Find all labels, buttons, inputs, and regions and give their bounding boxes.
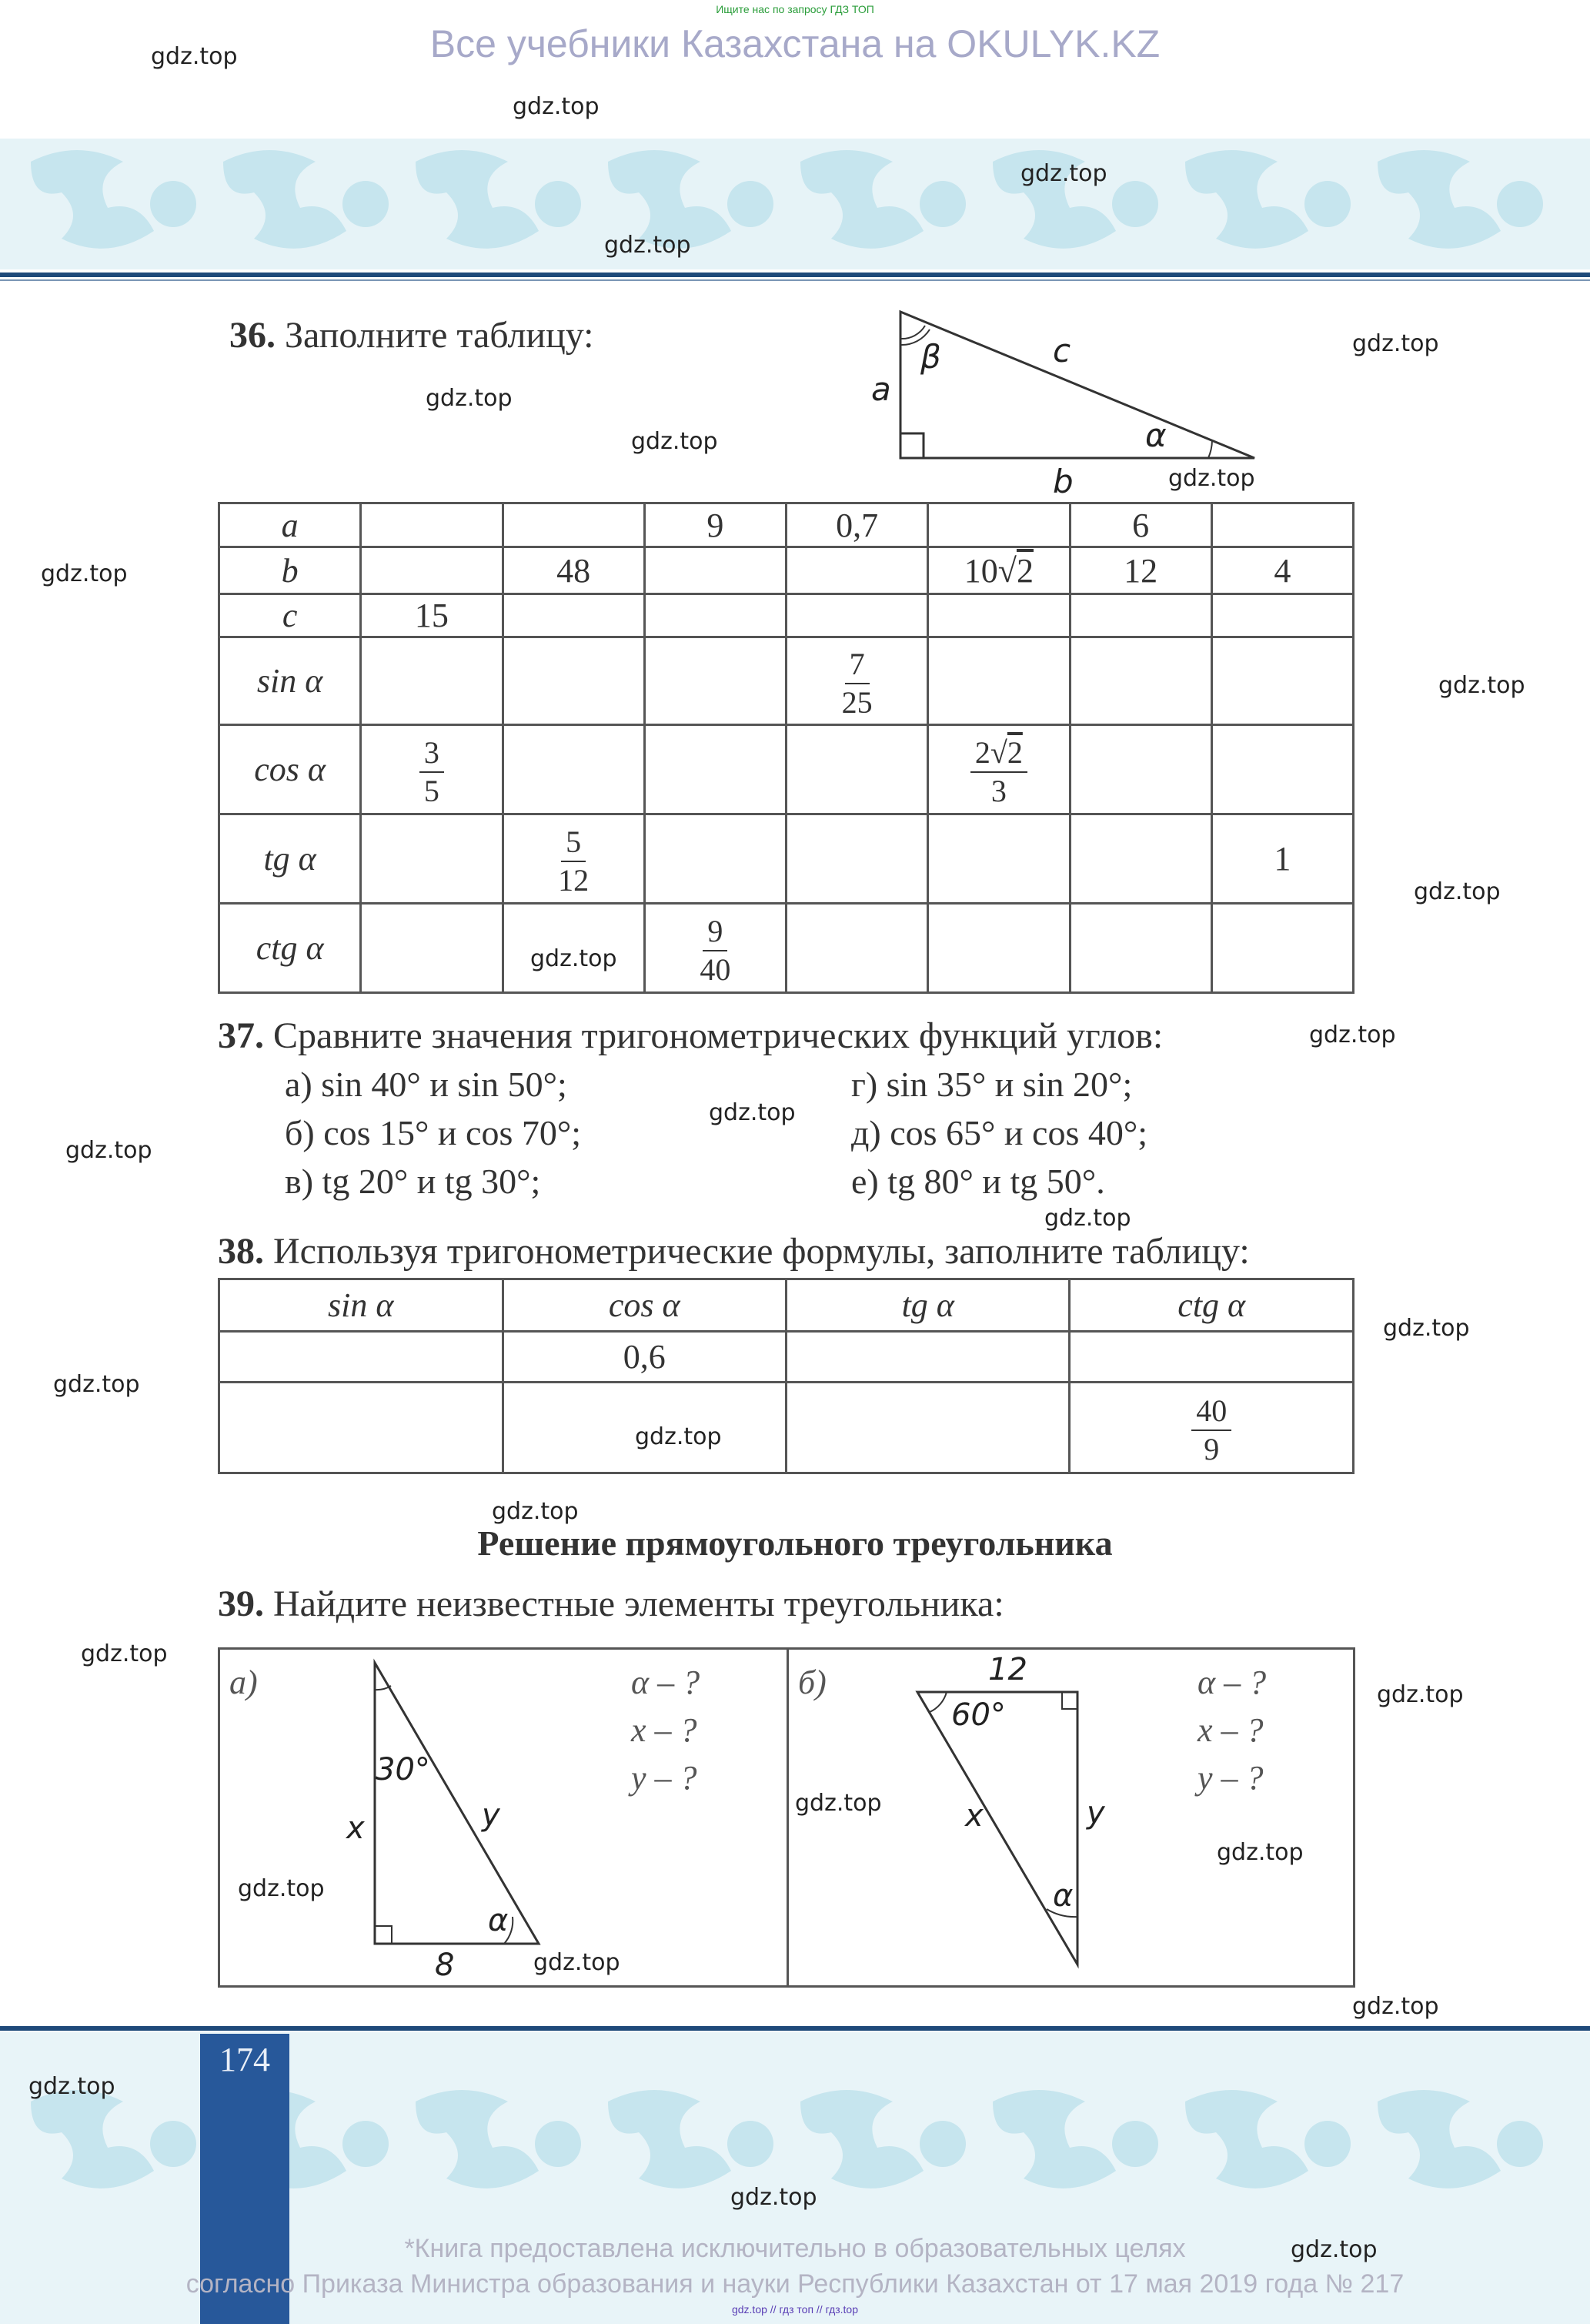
column-header: cos α (503, 1279, 787, 1332)
table-cell (1211, 725, 1353, 814)
watermark[interactable]: gdz.top (513, 93, 600, 120)
task39b-top: 12 (988, 1652, 1027, 1687)
watermark[interactable]: gdz.top (1217, 1839, 1304, 1866)
table-cell (1211, 503, 1353, 547)
table-cell (361, 637, 503, 725)
watermark[interactable]: gdz.top (1352, 330, 1439, 357)
table-cell (787, 904, 928, 993)
table-cell (644, 547, 786, 594)
watermark[interactable]: gdz.top (1352, 1993, 1439, 2020)
task39a-angle: 30° (376, 1752, 430, 1787)
denominator: 25 (841, 685, 873, 720)
task39b-angle: 60° (951, 1697, 1006, 1733)
task37-number: 37. (218, 1015, 264, 1056)
watermark[interactable]: gdz.top (1377, 1681, 1464, 1708)
table-cell (928, 725, 1070, 814)
watermark[interactable]: gdz.top (709, 1099, 796, 1126)
task36-heading (229, 314, 594, 356)
table-cell (928, 814, 1070, 904)
table-cell: 9 (644, 503, 786, 547)
table-cell (361, 503, 503, 547)
task36-table (218, 502, 1355, 994)
fraction (842, 649, 873, 718)
task37-heading (218, 1015, 1163, 1057)
header-rule (0, 273, 1590, 277)
table-cell (644, 637, 786, 725)
denominator: 5 (423, 774, 439, 808)
watermark[interactable]: gdz.top (492, 1498, 579, 1525)
footer-bottom-note: gdz.top // гдз топ // гдз.top (731, 2303, 859, 2316)
table-cell (928, 637, 1070, 725)
task39a-leg: 8 (435, 1948, 455, 1983)
fig36-beta: β (920, 338, 941, 376)
table-cell: 12 (1070, 547, 1211, 594)
fraction (1191, 1393, 1231, 1466)
watermark[interactable]: gdz.top (65, 1137, 152, 1164)
task37-item-b: б) cos 15° и cos 70°; (285, 1113, 582, 1152)
watermark[interactable]: gdz.top (1291, 2236, 1378, 2263)
table-cell: 1 (1211, 814, 1353, 904)
row-header: tg α (219, 814, 361, 904)
numerator: 7 (845, 649, 870, 684)
table-cell (787, 637, 928, 725)
watermark[interactable]: gdz.top (530, 945, 617, 972)
table-cell (928, 594, 1070, 637)
column-header: tg α (787, 1279, 1070, 1332)
table-cell (219, 1383, 503, 1473)
site-banner[interactable]: Все учебники Казахстана на OKULYK.KZ (429, 22, 1161, 65)
table-cell (1211, 904, 1353, 993)
task39a-label: а) (229, 1664, 258, 1701)
row-header: b (219, 547, 361, 594)
table-row (219, 503, 1354, 547)
table-cell (644, 594, 786, 637)
column-header: sin α (219, 1279, 503, 1332)
table-cell (503, 594, 644, 637)
fig36-a: a (871, 370, 891, 408)
task39b-y: y (1087, 1795, 1105, 1831)
task37-item-d: д) cos 65° и cos 40°; (851, 1113, 1148, 1152)
numerator: 3 (419, 737, 444, 773)
table-cell (787, 814, 928, 904)
table-cell (361, 547, 503, 594)
section-title: Решение прямоугольного треугольника (477, 1523, 1113, 1563)
task39-heading (218, 1583, 1004, 1625)
watermark[interactable]: gdz.top (1438, 672, 1525, 699)
top-note: Ищите нас по запросу ГДЗ ТОП (716, 3, 874, 15)
table-cell (787, 547, 928, 594)
table-cell (787, 1383, 1070, 1473)
table-cell (644, 904, 786, 993)
table-cell (503, 503, 644, 547)
watermark[interactable]: gdz.top (1309, 1022, 1396, 1048)
column-header: ctg α (1070, 1279, 1354, 1332)
denominator: 3 (990, 774, 1007, 808)
fraction (970, 737, 1027, 807)
table-row (219, 725, 1354, 814)
table-cell (644, 814, 786, 904)
table-cell (928, 547, 1070, 594)
task39-number: 39. (218, 1583, 264, 1624)
task36-text: Заполните таблицу: (285, 315, 594, 356)
task39a-q3: y – ? (631, 1759, 697, 1797)
watermark[interactable]: gdz.top (1044, 1205, 1131, 1232)
watermark[interactable]: gdz.top (533, 1949, 620, 1976)
table-cell (361, 814, 503, 904)
row-header: ctg α (219, 904, 361, 993)
table-cell (1070, 637, 1211, 725)
fig36-alpha: α (1145, 416, 1167, 454)
task39b-q3: y – ? (1198, 1759, 1264, 1797)
row-header: c (219, 594, 361, 637)
table-cell (361, 904, 503, 993)
table-row (219, 1332, 1354, 1383)
ornament-pattern-top (0, 139, 1590, 269)
watermark[interactable]: gdz.top (238, 1875, 325, 1902)
table-cell: 4 (1211, 547, 1353, 594)
task39a-triangle (339, 1655, 570, 1978)
watermark[interactable]: gdz.top (1020, 160, 1107, 187)
task39b-x: x (965, 1798, 984, 1834)
table-cell (1211, 594, 1353, 637)
table-cell (1211, 637, 1353, 725)
table-row (219, 547, 1354, 594)
task39a-q1: α – ? (631, 1664, 700, 1701)
task37-item-a: а) sin 40° и sin 50°; (285, 1065, 567, 1104)
footer-disclaimer-1: *Книга предоставлена исключительно в образовательных целях (404, 2234, 1186, 2263)
denominator: 9 (1204, 1432, 1220, 1466)
table-cell (361, 725, 503, 814)
watermark[interactable]: gdz.top (53, 1371, 140, 1398)
task39b-alpha: α (1053, 1878, 1074, 1914)
radicand: 2 (1007, 735, 1023, 770)
table-cell (503, 814, 644, 904)
task38-text: Используя тригонометрические формулы, заполните таблицу: (273, 1231, 1250, 1272)
table-row (219, 594, 1354, 637)
task37-item-v: в) tg 20° и tg 30°; (285, 1162, 541, 1201)
header-ornament-band (0, 139, 1590, 269)
table-row (219, 904, 1354, 993)
task37-item-e: е) tg 80° и tg 50°. (851, 1162, 1105, 1201)
task39b-q2: x – ? (1198, 1711, 1264, 1749)
table-cell: 15 (361, 594, 503, 637)
footer-rule (0, 2026, 1590, 2031)
table-cell: 6 (1070, 503, 1211, 547)
table-cell (503, 637, 644, 725)
table-cell (787, 1332, 1070, 1383)
radical-coef: 2 (974, 735, 990, 770)
task37-item-g: г) sin 35° и sin 20°; (851, 1065, 1133, 1104)
table-row (219, 814, 1354, 904)
table-cell (928, 503, 1070, 547)
watermark[interactable]: gdz.top (81, 1640, 168, 1667)
table-cell (1070, 904, 1211, 993)
table-cell (503, 725, 644, 814)
fraction (558, 824, 590, 898)
task39-divider (787, 1647, 789, 1988)
table-cell (644, 725, 786, 814)
row-header: sin α (219, 637, 361, 725)
numerator: 40 (1191, 1396, 1231, 1431)
task39a-alpha: α (488, 1903, 509, 1938)
table-cell (1070, 814, 1211, 904)
task37-text: Сравните значения тригонометрических функций углов: (273, 1015, 1164, 1056)
denominator: 12 (558, 863, 590, 898)
fraction (419, 737, 444, 807)
table-cell (787, 725, 928, 814)
fig36-c: c (1053, 332, 1071, 369)
footer-disclaimer-2: согласно Приказа Министра образования и науки Республики Казахстан от 17 мая 2019 года № 217 (185, 2269, 1405, 2299)
row-header: a (219, 503, 361, 547)
task39a-y: y (482, 1797, 500, 1833)
task38-table (218, 1278, 1355, 1474)
radicand: 2 (1016, 551, 1034, 590)
task39b-q1: α – ? (1198, 1664, 1267, 1701)
watermark[interactable]: gdz.top (426, 385, 513, 412)
task39a-q2: x – ? (631, 1711, 697, 1749)
task38-heading (218, 1230, 1250, 1272)
task39-text: Найдите неизвестные элементы треугольника: (273, 1583, 1004, 1624)
table-cell (1070, 725, 1211, 814)
denominator: 40 (700, 952, 731, 987)
watermark[interactable]: gdz.top (28, 2073, 115, 2100)
table-cell (787, 594, 928, 637)
table-cell (1070, 1383, 1354, 1473)
table-cell: 0,6 (503, 1332, 787, 1383)
watermark[interactable]: gdz.top (1168, 465, 1255, 492)
task38-number: 38. (218, 1231, 264, 1272)
numerator: 9 (703, 916, 727, 951)
table-cell (219, 1332, 503, 1383)
sqrt-symbol: √ (997, 551, 1017, 590)
table-cell (1070, 594, 1211, 637)
task36-number: 36. (229, 315, 276, 356)
watermark[interactable]: gdz.top (730, 2184, 817, 2211)
watermark[interactable]: gdz.top (41, 560, 128, 587)
table-cell (928, 904, 1070, 993)
fraction (700, 916, 730, 985)
table-cell: 48 (503, 547, 644, 594)
header-rule-thin (0, 279, 1590, 281)
watermark[interactable]: gdz.top (635, 1423, 722, 1450)
watermark[interactable]: gdz.top (795, 1790, 882, 1817)
watermark[interactable]: gdz.top (1383, 1315, 1470, 1342)
table-row (219, 637, 1354, 725)
watermark[interactable]: gdz.top (151, 43, 238, 70)
task39a-x: x (346, 1811, 365, 1846)
row-header: cos α (219, 725, 361, 814)
radical-coef: 10 (964, 551, 998, 590)
watermark[interactable]: gdz.top (604, 232, 691, 259)
task39b-label: б) (798, 1664, 827, 1701)
watermark[interactable]: gdz.top (1414, 878, 1501, 905)
table-cell: 0,7 (787, 503, 928, 547)
table-row (219, 1383, 1354, 1473)
fig36-b: b (1053, 463, 1074, 500)
numerator: 5 (561, 827, 586, 862)
table-cell (1070, 1332, 1354, 1383)
table-row (219, 1279, 1354, 1332)
page-number: 174 (219, 2041, 270, 2078)
numerator: 2√2 (970, 737, 1027, 773)
watermark[interactable]: gdz.top (631, 428, 718, 455)
